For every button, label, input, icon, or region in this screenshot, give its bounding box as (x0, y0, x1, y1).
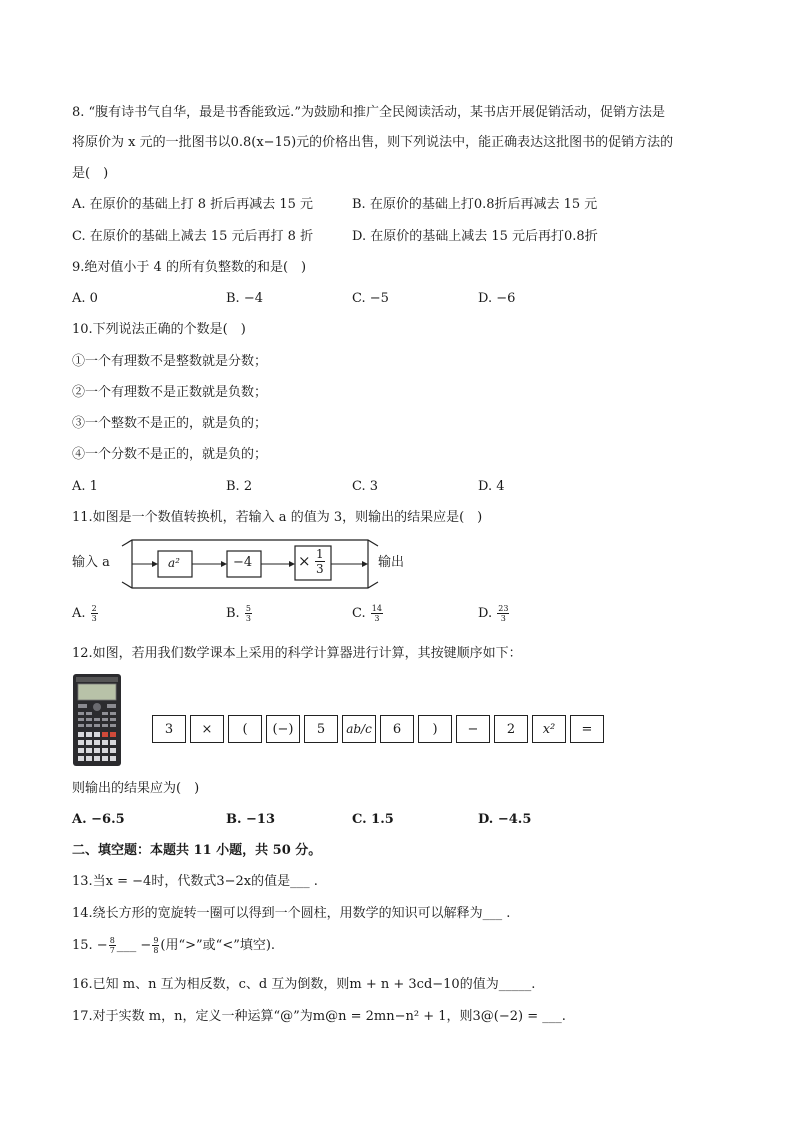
q15-suffix: (用“>”或“<”填空). (160, 938, 276, 953)
subtract-box-label: −4 (233, 555, 253, 570)
fraction-denominator: 3 (245, 614, 251, 623)
q12-option-c: C. 1.5 (352, 812, 394, 827)
fraction-numerator: 23 (498, 604, 509, 613)
one-third-numerator: 1 (316, 547, 324, 561)
fraction-numerator: 2 (91, 604, 97, 613)
q8-line3: 是( ) (72, 166, 109, 181)
q11-option-c-fraction (371, 604, 383, 623)
q11-option-d (478, 604, 510, 623)
fraction-numerator: 5 (245, 604, 251, 613)
q12-option-a: A. −6.5 (72, 812, 125, 827)
q9-option-c: C. −5 (352, 291, 389, 306)
q9-option-a: A. 0 (72, 291, 98, 306)
key-2: 2 (494, 715, 528, 743)
fraction-numerator: 14 (371, 604, 382, 613)
fraction-denominator: 3 (500, 614, 506, 623)
key-open-paren: ( (228, 715, 262, 743)
q8-option-a: A. 在原价的基础上打 8 折后再减去 15 元 (72, 197, 313, 212)
q11-option-d-label: D. (478, 606, 493, 621)
key-square: x² (532, 715, 566, 743)
q15-fraction-1 (109, 936, 116, 955)
q16-stem: 16.已知 m、n 互为相反数，c、d 互为倒数，则m + n + 3cd−10的值为_____. (72, 977, 536, 992)
calculator-icon (73, 674, 121, 766)
key-close-paren: ) (418, 715, 452, 743)
q10-statement-4: ④一个分数不是正的，就是负的； (72, 447, 268, 462)
output-label: 输出 (378, 555, 405, 570)
q15-fraction-2 (152, 936, 159, 955)
q8-option-b: B. 在原价的基础上打0.8折后再减去 15 元 (352, 197, 598, 212)
key-negative: (−) (266, 715, 300, 743)
q10-option-a: A. 1 (72, 479, 98, 494)
fraction-denominator: 7 (109, 946, 115, 955)
q10-stem: 10.下列说法正确的个数是( ) (72, 322, 246, 337)
input-label: 输入 a (72, 555, 110, 570)
fraction-numerator: 8 (109, 936, 115, 945)
q15-prefix: 15. − (72, 938, 108, 953)
scientific-calculator-image (73, 674, 121, 766)
q15-stem (72, 936, 275, 955)
q11-option-d-fraction (497, 604, 509, 623)
key-equals: = (570, 715, 604, 743)
q10-statement-2: ②一个有理数不是正数就是负数； (72, 385, 268, 400)
q15-blank: ___ − (116, 938, 152, 953)
q10-option-d: D. 4 (478, 479, 505, 494)
q11-option-a-fraction (91, 604, 98, 623)
q9-stem: 9.绝对值小于 4 的所有负整数的和是( ) (72, 260, 307, 275)
q12-option-b: B. −13 (226, 812, 276, 827)
q11-stem: 11.如图是一个数值转换机，若输入 a 的值为 3，则输出的结果应是( ) (72, 510, 483, 525)
q10-statement-3: ③一个整数不是正的，就是负的； (72, 416, 268, 431)
key-3: 3 (152, 715, 186, 743)
q12-stem: 12.如图，若用我们数学课本上采用的科学计算器进行计算，其按键顺序如下： (72, 646, 522, 661)
q8-option-d: D. 在原价的基础上减去 15 元后再打0.8折 (352, 229, 598, 244)
key-6: 6 (380, 715, 414, 743)
q11-option-c-label: C. (352, 606, 366, 621)
fraction-denominator: 8 (153, 946, 159, 955)
one-third-fraction (315, 547, 325, 576)
key-minus: − (456, 715, 490, 743)
q13-stem: 13.当x = −4时，代数式3−2x的值是___ . (72, 874, 318, 889)
fraction-denominator: 3 (374, 614, 380, 623)
fraction-denominator: 3 (91, 614, 97, 623)
q9-option-b: B. −4 (226, 291, 263, 306)
q11-option-c (352, 604, 384, 623)
square-box-label: a² (168, 556, 180, 570)
q8-option-c: C. 在原价的基础上减去 15 元后再打 8 折 (72, 229, 314, 244)
q12-option-d: D. −4.5 (478, 812, 532, 827)
q10-option-b: B. 2 (226, 479, 253, 494)
q8-line1: 8. “腹有诗书气自华，最是书香能致远.”为鼓励和推广全民阅读活动，某书店开展促销活动，促销方法是 (72, 105, 665, 120)
section-heading-fill-in: 二、填空题：本题共 11 小题，共 50 分。 (72, 843, 322, 858)
q11-option-b (226, 604, 253, 623)
q14-stem: 14.绕长方形的宽旋转一圈可以得到一个圆柱，用数学的知识可以解释为___ . (72, 906, 511, 921)
q9-option-d: D. −6 (478, 291, 516, 306)
q11-option-a (72, 604, 99, 623)
conversion-machine-diagram (70, 538, 410, 590)
q11-option-b-fraction (245, 604, 252, 623)
q10-option-c: C. 3 (352, 479, 379, 494)
key-fraction-abc: ab/c (342, 715, 376, 743)
q12-result-line: 则输出的结果应为( ) (72, 781, 200, 796)
one-third-denominator: 3 (316, 562, 324, 576)
multiply-sign: × (298, 552, 311, 570)
q8-line2: 将原价为 x 元的一批图书以0.8(x−15)元的价格出售，则下列说法中，能正确表达这批图书的促销方法的 (72, 135, 674, 150)
q11-option-b-label: B. (226, 606, 240, 621)
key-multiply: × (190, 715, 224, 743)
q17-stem: 17.对于实数 m，n，定义一种运算“@”为m@n = 2mn−n² + 1，则3@(−2) = ___. (72, 1009, 566, 1024)
q11-option-a-label: A. (72, 606, 86, 621)
q10-statement-1: ①一个有理数不是整数就是分数； (72, 354, 268, 369)
key-5: 5 (304, 715, 338, 743)
fraction-numerator: 9 (153, 936, 159, 945)
